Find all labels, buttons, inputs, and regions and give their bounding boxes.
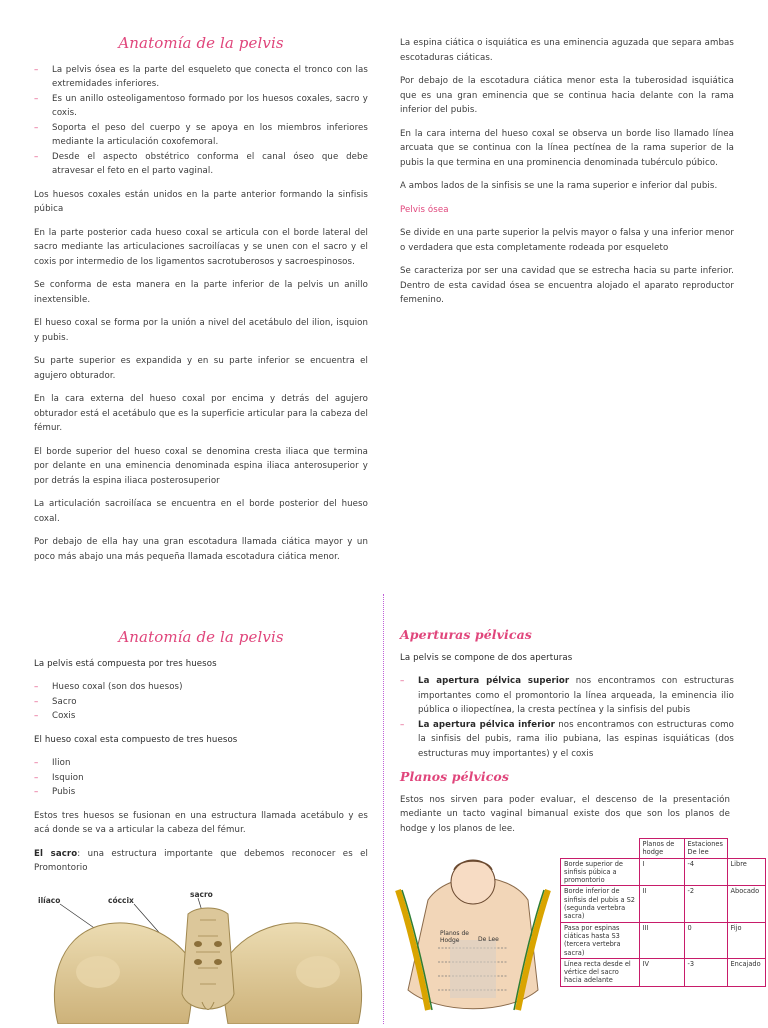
table-header-cell: Planos de hodge: [639, 839, 684, 859]
page2-title: Anatomía de la pelvis: [118, 628, 284, 646]
bones-intro: La pelvis está compuesta por tres huesos: [34, 658, 217, 669]
table-row: [561, 858, 766, 886]
hodge-figure-label: Planos de Hodge: [440, 930, 469, 944]
table-row: [561, 958, 766, 986]
hodge-planes-figure: [388, 840, 558, 1024]
list-item: – Sacro: [34, 696, 77, 707]
table-cell: -2: [684, 886, 727, 922]
table-header-row: [561, 839, 766, 859]
paragraph: Por debajo de la escotadura ciática menor esta la tuberosidad isquiática que es una gran eminencia que se continua hacia delante con la rama inferior del pubis.: [400, 76, 734, 115]
pelvis-bone-figure: [38, 884, 378, 1024]
table-cell: Libre: [727, 858, 766, 886]
label-iliaco: ilíaco: [38, 896, 61, 905]
planos-paragraph: Estos nos sirven para poder evaluar, el descenso de la presentación mediante un tacto vaginal bimanual existe dos que son los planos de hodge y los planos de lee.: [400, 794, 730, 834]
table-cell: -3: [684, 958, 727, 986]
table-header-cell: Estaciones De lee: [684, 839, 727, 859]
list-item: – Pubis: [34, 787, 76, 797]
list-item: – Desde el aspecto obstétrico conforma el canal óseo que debe atravesar el feto en el parto vaginal.: [34, 151, 368, 176]
table-cell: II: [639, 886, 684, 922]
page2-right-column: [400, 628, 734, 845]
table-row: [561, 886, 766, 922]
table-cell: IV: [639, 958, 684, 986]
table-cell: Abocado: [727, 886, 766, 922]
page1-title: Anatomía de la pelvis: [118, 34, 284, 52]
label-sacro: sacro: [190, 890, 213, 899]
paragraph: A ambos lados de la sinfisis se une la rama superior e inferior dal pubis.: [400, 181, 718, 191]
paragraph: Su parte superior es expandida y en su parte inferior se encuentra el agujero obturador.: [34, 356, 368, 381]
list-item: – Ilion: [34, 758, 71, 768]
paragraph: En la cara interna del hueso coxal se observa un borde liso llamado línea arcuata que se continua con la línea pectínea de la rama superior de la pubis la que termina en una prominencia denominada tubérculo púbico.: [400, 128, 734, 168]
table-cell: Borde inferior de sinfisis del pubis a S2 (segunda vertebra sacra): [561, 886, 640, 922]
label-coccix: cóccix: [108, 896, 134, 905]
pelvis-illustration: [38, 884, 378, 1024]
table-cell: Encajado: [727, 958, 766, 986]
aperturas-title: Aperturas pélvicas: [400, 627, 532, 642]
paragraph: Por debajo de ella hay una gran escotadura llamada ciática mayor y un poco más abajo una más pequeña llamada escotadura ciática menor.: [34, 537, 368, 562]
list-item: – Es un anillo osteoligamentoso formado por los huesos coxales, sacro y coxis.: [34, 93, 368, 118]
aperturas-intro: La pelvis se compone de dos aperturas: [400, 652, 573, 663]
coxal-bones-list: [34, 756, 368, 800]
list-item: – Isquion: [34, 772, 84, 783]
table-row: [561, 922, 766, 958]
paragraph: La articulación sacroilíaca se encuentra en el borde posterior del hueso coxal.: [34, 499, 368, 524]
list-item: – La pelvis ósea es la parte del esqueleto que conecta el tronco con las extremidades inferiores.: [34, 64, 368, 89]
paragraph: Se divide en una parte superior la pelvis mayor o falsa y una inferior menor o verdadera que esta completamente rodeada por esqueleto: [400, 228, 734, 253]
page2-left-column: [34, 630, 368, 885]
list-item: – Hueso coxal (son dos huesos): [34, 682, 183, 692]
table-cell: 0: [684, 922, 727, 958]
page1-bullet-list: [34, 63, 368, 179]
paragraph: El sacro: una estructura importante que debemos reconocer es el Promontorio: [34, 848, 368, 873]
paragraph: El hueso coxal se forma por la unión a nivel del acetábulo del ilion, isquion y pubis.: [34, 318, 368, 343]
list-item: – La apertura pélvica superior nos encontramos con estructuras importantes como el promontorio la línea arqueada, la eminencia ilio pública o iliopectínea, la cresta pectínea y la sinfisis del pubis: [400, 676, 734, 715]
table-header-cell: [561, 839, 640, 859]
paragraph: En la cara externa del hueso coxal por encima y detrás del agujero obturador está el acetábulo que es la superficie articular para la cabeza del fémur.: [34, 394, 368, 433]
page1-left-column: [34, 36, 368, 573]
table-header-cell: [727, 839, 766, 859]
lee-figure-label: De Lee: [478, 936, 499, 943]
bones-list: [34, 680, 368, 724]
list-item: – La apertura pélvica inferior nos encontramos con estructuras como la sinfisis del pubis, rama ilio pubiana, las espinas isquiáticas (dos estructuras muy importantes) y el coxis: [400, 719, 735, 759]
table-cell: Pasa por espinas ciáticas hasta S3 (tercera vertebra sacra): [561, 922, 640, 958]
page1-right-column: [400, 36, 734, 317]
paragraph: En la parte posterior cada hueso coxal se articula con el borde lateral del sacro mediante las articulaciones sacroilíacas y se unen con el sacro y el coxis por intermedio de los ligamentos sacrotuberosos y sacroespinosos.: [34, 227, 368, 267]
paragraph: El borde superior del hueso coxal se denomina cresta iliaca que termina por delante en una eminencia denominada espina iliaca anterosuperior y por detrás la espina iliaca posterosuperior: [34, 446, 368, 486]
planes-table: [560, 838, 766, 987]
planos-title: Planos pélvicos: [400, 769, 510, 784]
coxal-intro: El hueso coxal esta compuesto de tres huesos: [34, 734, 238, 745]
hodge-illustration: [388, 840, 558, 1024]
pelvis-osea-heading: Pelvis ósea: [400, 204, 449, 215]
table-cell: Línea recta desde el vértice del sacro hacia adelante: [561, 958, 640, 986]
table-cell: III: [639, 922, 684, 958]
paragraph: La espina ciática o isquiática es una eminencia aguzada que separa ambas escotaduras ciáticas.: [400, 38, 734, 63]
paragraph: Los huesos coxales están unidos en la parte anterior formando la sinfisis púbica: [34, 189, 368, 214]
table-cell: I: [639, 858, 684, 886]
list-item: – Soporta el peso del cuerpo y se apoya en los miembros inferiores mediante la articulación coxofemoral.: [34, 122, 368, 147]
column-divider: [383, 594, 384, 1024]
table-cell: Fijo: [727, 922, 766, 958]
paragraph: Estos tres huesos se fusionan en una estructura llamada acetábulo y es acá donde se va a articular la cabeza del fémur.: [34, 810, 368, 835]
table-cell: Borde superior de sinfisis púbica a promontorio: [561, 858, 640, 886]
paragraph: Se caracteriza por ser una cavidad que se estrecha hacia su parte inferior. Dentro de esta cavidad ósea se encuentra alojado el aparato reproductor femenino.: [400, 266, 734, 305]
aperturas-list: [400, 674, 734, 761]
list-item: – Coxis: [34, 711, 76, 721]
paragraph: Se conforma de esta manera en la parte inferior de la pelvis un anillo inextensible.: [34, 280, 368, 305]
table-cell: -4: [684, 858, 727, 886]
